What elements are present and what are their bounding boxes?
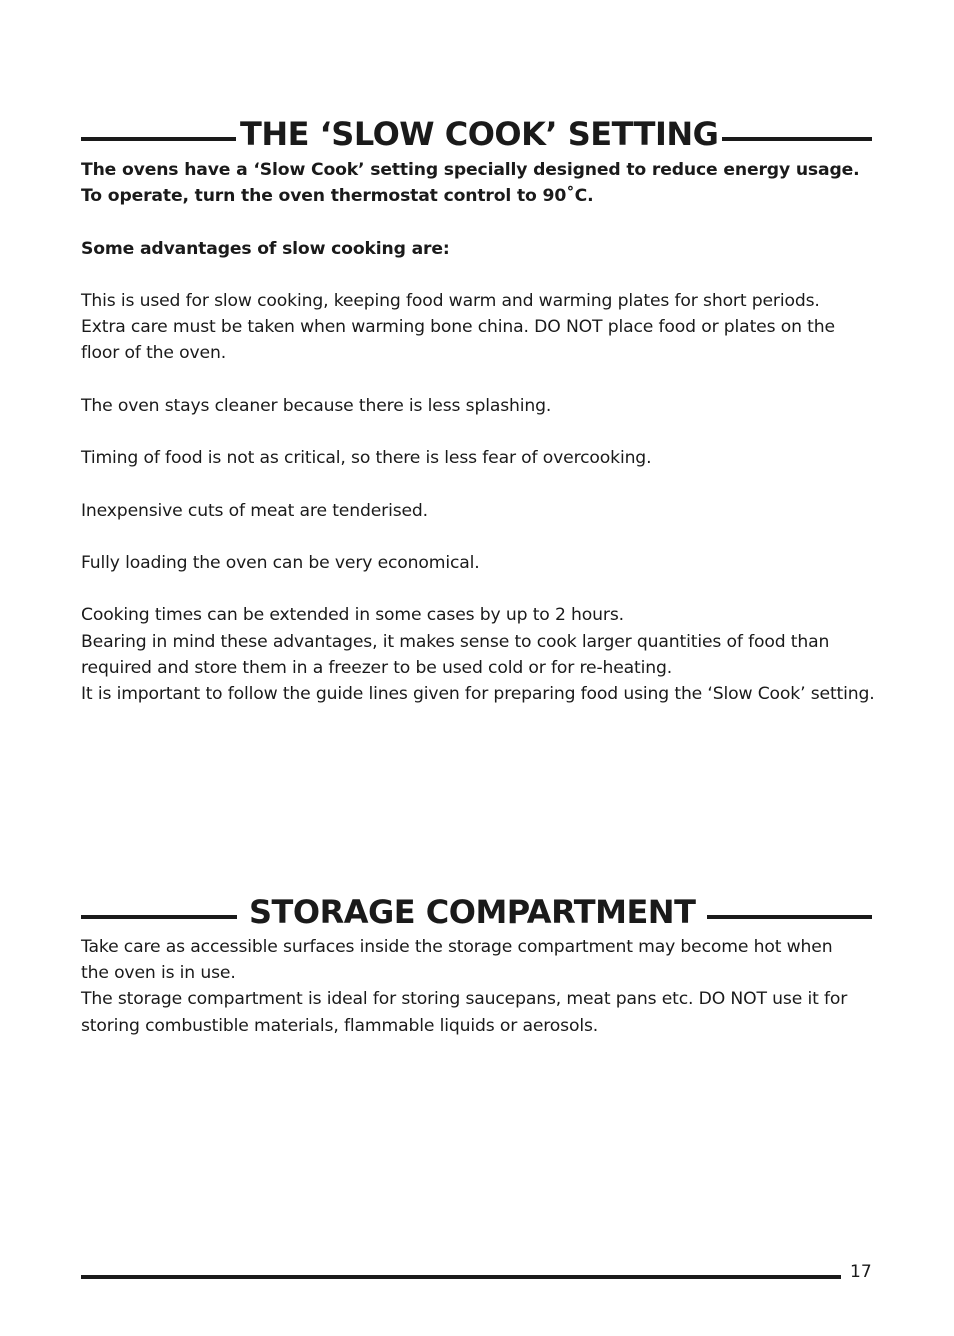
heading-rule-right <box>722 137 872 141</box>
advantage-paragraph: This is used for slow cooking, keeping food warm and warming plates for short periods. Extra care must be taken when warming bone china. DO NOT place food or plates on the floor of the oven. <box>81 290 835 364</box>
closing-paragraph: Bearing in mind these advantages, it makes sense to cook larger quantities of food than required and store them in a freezer to be used cold or for re-heating. <box>81 631 830 678</box>
advantage-paragraph: Inexpensive cuts of meat are tenderised. <box>81 500 428 521</box>
slow-cook-title: THE ‘SLOW COOK’ SETTING <box>240 115 719 153</box>
page-number: 17 <box>850 1262 872 1282</box>
storage-title: STORAGE COMPARTMENT <box>249 893 696 931</box>
advantage-paragraph: Timing of food is not as critical, so there is less fear of overcooking. <box>81 448 652 469</box>
storage-paragraph: The storage compartment is ideal for storing saucepans, meat pans etc. DO NOT use it for storing combustible materials, flammable liquids or aerosols. <box>81 989 848 1036</box>
intro-line: To operate, turn the oven thermostat control to 90˚C. <box>81 186 594 207</box>
footer-rule <box>81 1275 841 1279</box>
storage-body <box>81 934 881 1039</box>
advantage-paragraph: The oven stays cleaner because there is less splashing. <box>81 395 552 416</box>
storage-paragraph: Take care as accessible surfaces inside the storage compartment may become hot when the oven is in use. <box>81 937 833 984</box>
closing-paragraph: It is important to follow the guide lines given for preparing food using the ‘Slow Cook’ setting. <box>81 683 875 704</box>
advantage-paragraph: Fully loading the oven can be very economical. <box>81 552 480 573</box>
closing-paragraph: Cooking times can be extended in some cases by up to 2 hours. <box>81 605 624 626</box>
advantages-heading: Some advantages of slow cooking are: <box>81 238 450 259</box>
heading-rule-left <box>81 915 237 919</box>
storage-heading <box>81 892 872 932</box>
heading-rule-right <box>707 915 872 919</box>
slow-cook-heading <box>81 114 872 154</box>
slow-cook-body <box>81 157 881 707</box>
intro-line: The ovens have a ‘Slow Cook’ setting specially designed to reduce energy usage. <box>81 160 860 180</box>
heading-rule-left <box>81 137 236 141</box>
